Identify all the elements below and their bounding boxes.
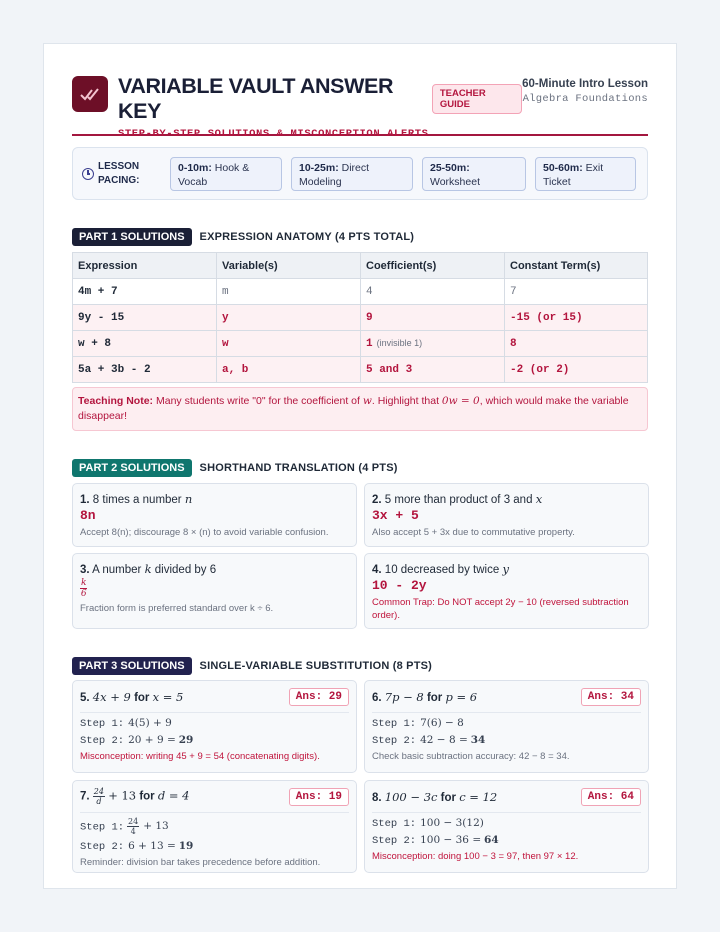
pacing-chip: 10-25m: Direct Modeling bbox=[291, 157, 413, 191]
variable-cell: w bbox=[217, 331, 361, 357]
page-title: VARIABLE VAULT ANSWER KEY bbox=[118, 74, 394, 123]
pacing-chip: 50-60m: Exit Ticket bbox=[535, 157, 636, 191]
hint: Check basic subtraction accuracy: 42 − 8 = 34. bbox=[372, 751, 570, 762]
hint: Reminder: division bar takes precedence before addition. bbox=[80, 857, 321, 868]
table-row bbox=[73, 357, 648, 383]
hint: Accept 8(n); discourage 8 × (n) to avoid variable confusion. bbox=[80, 527, 329, 538]
answer-box: Ans: 64 bbox=[581, 788, 641, 806]
table-row bbox=[73, 305, 648, 331]
coefficient-cell: 4 bbox=[361, 279, 505, 305]
double-check-icon bbox=[72, 76, 108, 112]
column-header: Expression bbox=[73, 253, 217, 279]
translation-card: 2. 5 more than product of 3 and x 3x + 5 Also accept 5 + 3x due to commutative property. bbox=[364, 483, 649, 547]
translation-card: 1. 8 times a number n 8n Accept 8(n); discourage 8 × (n) to avoid variable confusion. bbox=[72, 483, 357, 547]
table-row bbox=[73, 331, 648, 357]
answer: 10 - 2y bbox=[372, 578, 427, 593]
lesson-pacing-bar bbox=[72, 147, 648, 200]
table-row bbox=[73, 279, 648, 305]
column-header: Coefficient(s) bbox=[361, 253, 505, 279]
misconception-hint: Misconception: doing 100 − 3 = 97, then 97 × 12. bbox=[372, 851, 579, 862]
answer-box: Ans: 19 bbox=[289, 788, 349, 806]
part3-title: SINGLE-VARIABLE SUBSTITUTION (8 PTS) bbox=[199, 660, 433, 672]
coefficient-cell: 9 bbox=[361, 305, 505, 331]
expression-cell: 9y - 15 bbox=[73, 305, 217, 331]
expression-cell: w + 8 bbox=[73, 331, 217, 357]
part1-header bbox=[72, 228, 648, 246]
constant-cell: 7 bbox=[505, 279, 648, 305]
part3-header bbox=[72, 657, 648, 675]
part1-pill: PART 1 SOLUTIONS bbox=[72, 228, 192, 246]
pacing-chip: 25-50m: Worksheet bbox=[422, 157, 526, 191]
translation-card: 4. 10 decreased by twice y 10 - 2y Common Trap: Do NOT accept 2y − 10 (reversed subtraction order). bbox=[364, 553, 649, 629]
common-trap-hint: Common Trap: Do NOT accept 2y − 10 (reversed subtraction order). bbox=[372, 597, 629, 621]
pacing-chip: 0-10m: Hook & Vocab bbox=[170, 157, 282, 191]
constant-cell: -2 (or 2) bbox=[505, 357, 648, 383]
answer-box: Ans: 34 bbox=[581, 688, 641, 706]
constant-cell: -15 (or 15) bbox=[505, 305, 648, 331]
substitution-cards bbox=[72, 680, 648, 873]
part1-title: EXPRESSION ANATOMY (4 PTS TOTAL) bbox=[199, 231, 415, 243]
variable-cell: a, b bbox=[217, 357, 361, 383]
header bbox=[72, 74, 648, 140]
lesson-duration: 60-Minute Intro Lesson bbox=[522, 78, 648, 90]
part2-pill: PART 2 SOLUTIONS bbox=[72, 459, 192, 477]
part2-header bbox=[72, 459, 648, 477]
teacher-guide-badge: TEACHER GUIDE bbox=[432, 84, 522, 114]
substitution-card: 5. 4x + 9 for x = 5 Ans: 29 Step 1: 4(5) + 9 Step 2: 20 + 9 = 29 Misconception: writing 45 + 9 = 54 (concatenating digits). bbox=[72, 680, 357, 773]
column-header: Variable(s) bbox=[217, 253, 361, 279]
translation-cards bbox=[72, 483, 648, 629]
clock-icon bbox=[82, 168, 94, 180]
substitution-card: 8. 100 − 3c for c = 12 Ans: 64 Step 1: 100 − 3(12) Step 2: 100 − 36 = 64 Misconception: doing 100 − 3 = 97, then 97 × 12. bbox=[364, 780, 649, 873]
answer-box: Ans: 29 bbox=[289, 688, 349, 706]
constant-cell: 8 bbox=[505, 331, 648, 357]
expression-cell: 4m + 7 bbox=[73, 279, 217, 305]
answer-key-sheet bbox=[43, 43, 677, 889]
pacing-label: LESSON PACING: bbox=[82, 160, 170, 188]
answer: $\frac{k}{6}$ bbox=[80, 578, 87, 599]
translation-card: 3. A number k divided by 6 $\frac{k}{6}$ Fraction form is preferred standard over k ÷ 6. bbox=[72, 553, 357, 629]
hint: Also accept 5 + 3x due to commutative property. bbox=[372, 527, 575, 538]
table-header-row bbox=[73, 253, 648, 279]
coefficient-cell: 5 and 3 bbox=[361, 357, 505, 383]
answer: 3x + 5 bbox=[372, 508, 419, 523]
hint: Fraction form is preferred standard over k ÷ 6. bbox=[80, 603, 274, 614]
variable-cell: m bbox=[217, 279, 361, 305]
misconception-hint: Misconception: writing 45 + 9 = 54 (concatenating digits). bbox=[80, 751, 320, 762]
expression-cell: 5a + 3b - 2 bbox=[73, 357, 217, 383]
substitution-card: 6. 7p − 8 for p = 6 Ans: 34 Step 1: 7(6) − 8 Step 2: 42 − 8 = 34 Check basic subtraction accuracy: 42 − 8 = 34. bbox=[364, 680, 649, 773]
variable-cell: y bbox=[217, 305, 361, 331]
column-header: Constant Term(s) bbox=[505, 253, 648, 279]
course-name: Algebra Foundations bbox=[522, 93, 648, 105]
part3-pill: PART 3 SOLUTIONS bbox=[72, 657, 192, 675]
substitution-card: 7. $\frac{24}{d} + 13$ for d = 4 Ans: 19 Step 1: $\frac{24}{4} + 13$ Step 2: 6 + 13 = 19 Reminder: division bar takes precedence before addition. bbox=[72, 780, 357, 873]
answer: 8n bbox=[80, 508, 96, 523]
lesson-meta bbox=[522, 74, 648, 105]
page-subtitle: STEP-BY-STEP SOLUTIONS & MISCONCEPTION ALERTS bbox=[118, 128, 429, 140]
part2-title: SHORTHAND TRANSLATION (4 PTS) bbox=[199, 462, 398, 474]
coefficient-cell: 1 (invisible 1) bbox=[361, 331, 505, 357]
teaching-note: Teaching Note: Many students write "0" for the coefficient of w. Highlight that 0w = 0, which would make the variable disappear! bbox=[72, 387, 648, 431]
expression-anatomy-table bbox=[72, 252, 648, 383]
